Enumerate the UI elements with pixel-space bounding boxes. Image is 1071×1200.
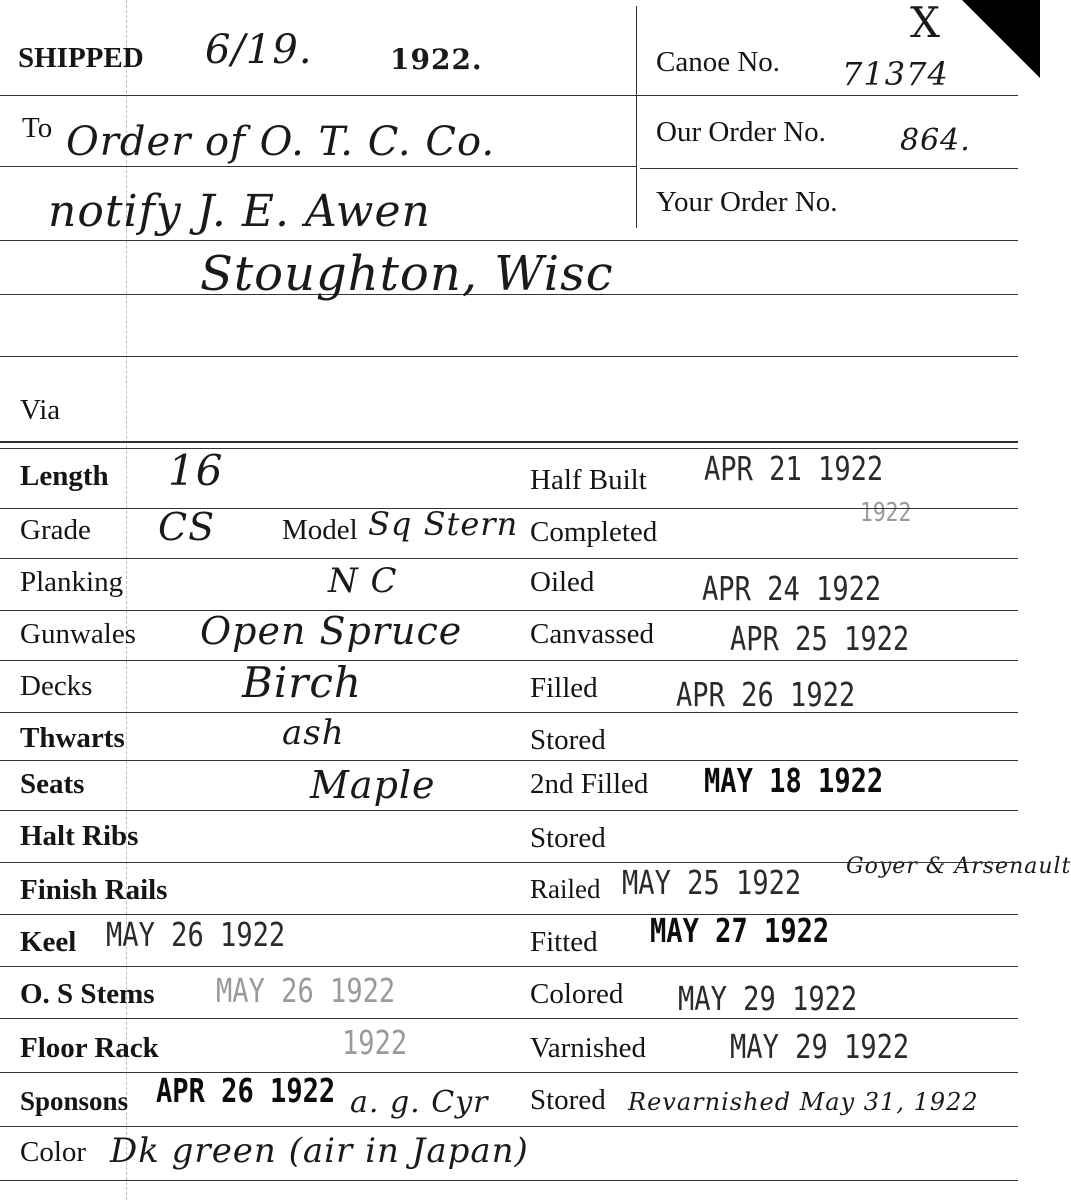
gunwales-label: Gunwales bbox=[20, 618, 136, 650]
filled-label: Filled bbox=[530, 672, 598, 704]
rule-row-13 bbox=[0, 1126, 1018, 1127]
rule-row-5 bbox=[0, 712, 1018, 713]
railed-signature: Goyer & Arsenault bbox=[846, 854, 1071, 879]
rule-row-6 bbox=[0, 760, 1018, 761]
half-built-label: Half Built bbox=[530, 464, 647, 496]
grade-value: CS bbox=[158, 505, 216, 549]
stored-revarnished-note: Revarnished May 31, 1922 bbox=[628, 1088, 979, 1116]
oiled-label: Oiled bbox=[530, 566, 595, 598]
planking-label: Planking bbox=[20, 566, 124, 598]
colored-label: Colored bbox=[530, 978, 624, 1010]
second-filled-label: 2nd Filled bbox=[530, 768, 649, 800]
our-order-label: Our Order No. bbox=[656, 116, 826, 148]
rule-blank-line bbox=[0, 356, 1018, 357]
length-value: 16 bbox=[168, 446, 224, 495]
canoe-no-label: Canoe No. bbox=[656, 46, 781, 78]
stored-label-2: Stored bbox=[530, 822, 606, 854]
to-value: Order of O. T. C. Co. bbox=[66, 119, 496, 165]
rule-header-2 bbox=[640, 168, 1018, 169]
railed-stamp: MAY 25 1922 bbox=[622, 863, 802, 902]
shipped-label: SHIPPED bbox=[18, 42, 144, 74]
rule-row-7 bbox=[0, 810, 1018, 811]
rule-row-10 bbox=[0, 966, 1018, 967]
color-label: Color bbox=[20, 1136, 87, 1168]
floor-rack-label: Floor Rack bbox=[20, 1032, 159, 1064]
decks-value: Birch bbox=[242, 658, 362, 707]
sponsons-signature: a. g. Cyr bbox=[350, 1085, 489, 1120]
thwarts-label: Thwarts bbox=[20, 722, 125, 754]
rule-header-1 bbox=[0, 95, 1018, 96]
check-mark: X bbox=[910, 0, 941, 47]
stored-label-3: Stored bbox=[530, 1084, 606, 1116]
notify-line: notify J. E. Awen bbox=[48, 186, 431, 237]
rule-row-14 bbox=[0, 1180, 1018, 1181]
decks-label: Decks bbox=[20, 670, 93, 702]
filled-stamp: APR 26 1922 bbox=[676, 675, 856, 714]
oiled-stamp: APR 24 1922 bbox=[702, 569, 882, 608]
rule-row-4 bbox=[0, 660, 1018, 661]
keel-label: Keel bbox=[20, 926, 77, 958]
railed-label: Railed bbox=[530, 874, 601, 904]
colored-stamp: MAY 29 1922 bbox=[678, 979, 858, 1018]
os-stems-label: O. S Stems bbox=[20, 978, 155, 1010]
rule-row-9 bbox=[0, 914, 1018, 915]
stored-label-1: Stored bbox=[530, 724, 606, 756]
sponsons-stamp: APR 26 1922 bbox=[156, 1071, 336, 1110]
fitted-label: Fitted bbox=[530, 926, 598, 958]
fold-line bbox=[126, 0, 127, 1200]
seats-label: Seats bbox=[20, 768, 85, 800]
your-order-label: Your Order No. bbox=[656, 186, 838, 218]
length-label: Length bbox=[20, 460, 109, 492]
rule-row-12 bbox=[0, 1072, 1018, 1073]
grade-label: Grade bbox=[20, 514, 91, 546]
second-filled-stamp: MAY 18 1922 bbox=[704, 761, 884, 800]
sponsons-label: Sponsons bbox=[20, 1086, 129, 1116]
rule-row-2 bbox=[0, 558, 1018, 559]
keel-stamp: MAY 26 1922 bbox=[106, 915, 286, 954]
thwarts-value: ash bbox=[282, 713, 345, 753]
shipped-date: 6/19. bbox=[205, 27, 313, 73]
os-stems-stamp: MAY 26 1922 bbox=[216, 971, 396, 1010]
rule-row-8 bbox=[0, 862, 1018, 863]
rule-via-line bbox=[0, 441, 1018, 443]
varnished-label: Varnished bbox=[530, 1032, 646, 1064]
rule-to-line bbox=[0, 166, 636, 167]
half-built-stamp: APR 21 1922 bbox=[704, 449, 884, 488]
canoe-no-value: 71374 bbox=[842, 55, 949, 93]
model-value: Sq Stern bbox=[368, 505, 519, 543]
corner-tab bbox=[962, 0, 1040, 78]
via-label: Via bbox=[20, 394, 61, 426]
varnished-stamp: MAY 29 1922 bbox=[730, 1027, 910, 1066]
seats-value: Maple bbox=[310, 763, 436, 807]
rule-row-11 bbox=[0, 1018, 1018, 1019]
fitted-stamp: MAY 27 1922 bbox=[650, 911, 830, 950]
our-order-value: 864. bbox=[900, 123, 971, 158]
shipped-year: 1922. bbox=[390, 43, 483, 76]
completed-label: Completed bbox=[530, 516, 658, 548]
to-label: To bbox=[22, 112, 53, 144]
half-ribs-label: Halt Ribs bbox=[20, 820, 139, 852]
header-divider bbox=[636, 6, 637, 228]
city-line: Stoughton, Wisc bbox=[200, 246, 614, 302]
rule-row-3 bbox=[0, 610, 1018, 611]
canvassed-label: Canvassed bbox=[530, 618, 655, 650]
color-value: Dk green (air in Japan) bbox=[110, 1131, 529, 1171]
canvassed-stamp: APR 25 1922 bbox=[730, 619, 910, 658]
rule-notify-line bbox=[0, 240, 1018, 241]
finish-rails-label: Finish Rails bbox=[20, 874, 168, 906]
model-label: Model bbox=[282, 514, 358, 546]
completed-stamp: 1922 bbox=[860, 498, 912, 528]
floor-rack-stamp: 1922 bbox=[342, 1023, 408, 1062]
rule-row-1 bbox=[0, 508, 1018, 509]
planking-value: N C bbox=[328, 561, 398, 601]
gunwales-value: Open Spruce bbox=[200, 609, 463, 653]
